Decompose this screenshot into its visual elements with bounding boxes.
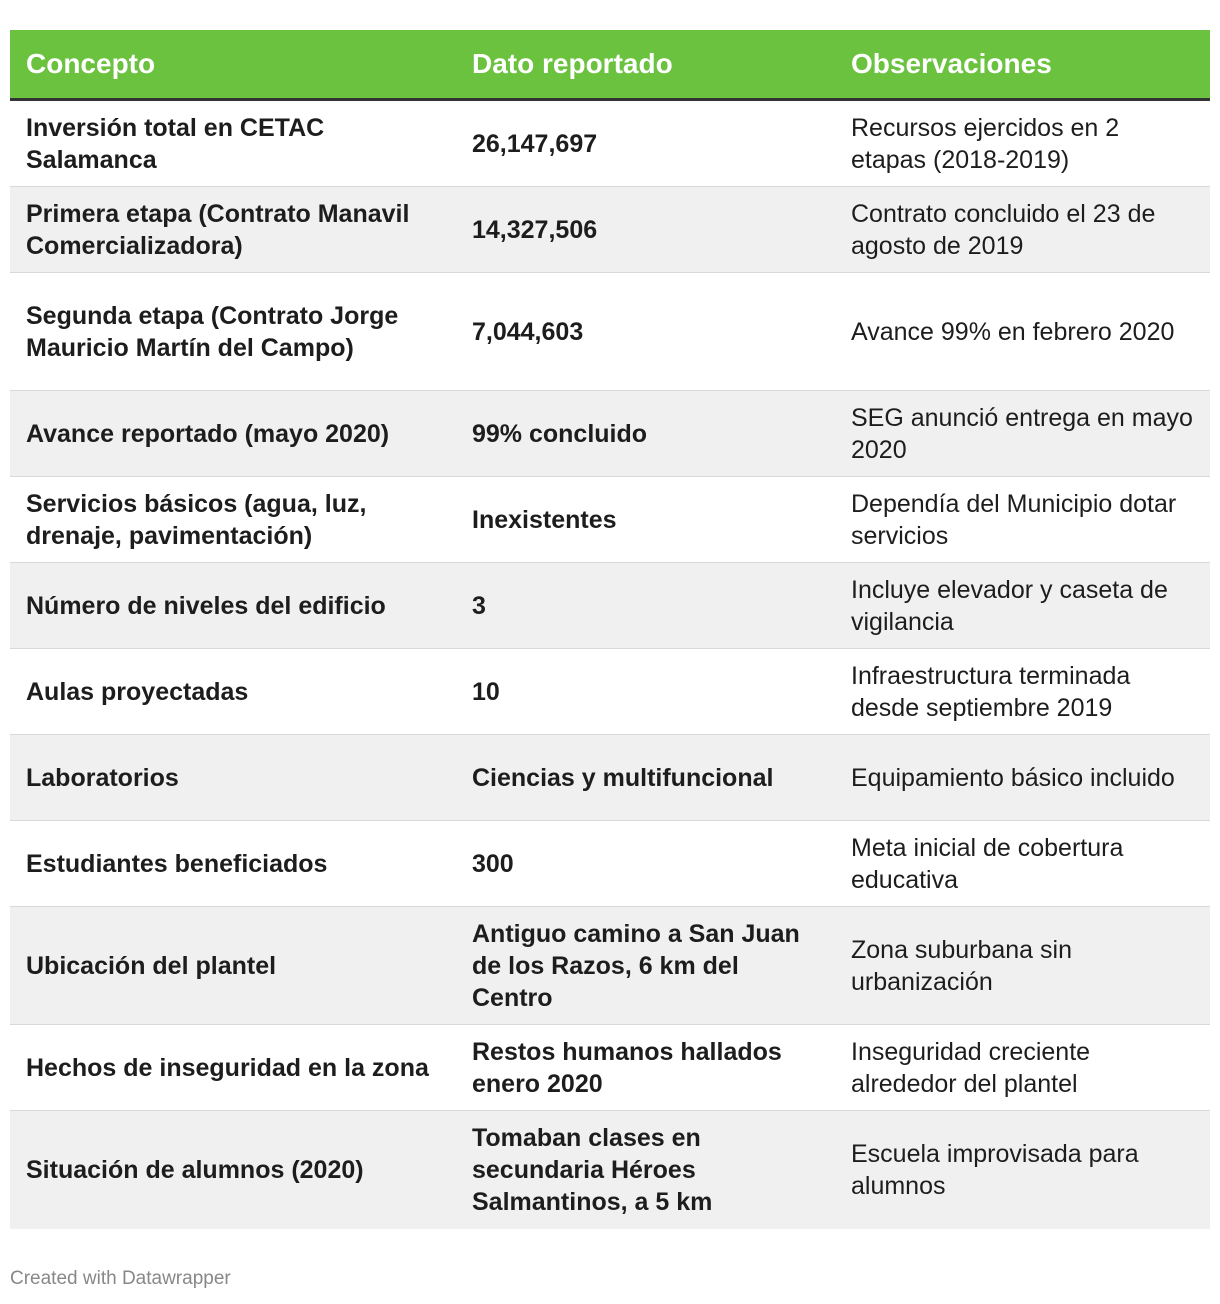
cell-dato: 300 — [472, 849, 514, 878]
cell-dato: 3 — [472, 591, 486, 620]
cell-concepto: Segunda etapa (Contrato Jorge Mauricio Martín del Campo) — [26, 301, 399, 362]
cell-observaciones: Recursos ejercidos en 2 etapas (2018-2019) — [851, 113, 1120, 174]
header-concepto: Concepto — [26, 48, 156, 79]
cell-concepto: Avance reportado (mayo 2020) — [26, 419, 390, 448]
cell-dato: 10 — [472, 677, 500, 706]
table-row — [10, 273, 1210, 391]
table-header — [10, 30, 1210, 101]
cell-observaciones: Meta inicial de cobertura educativa — [851, 833, 1124, 894]
cell-concepto: Inversión total en CETAC Salamanca — [26, 113, 325, 174]
cell-concepto: Estudiantes beneficiados — [26, 849, 328, 878]
cell-observaciones: Contrato concluido el 23 de agosto de 2019 — [851, 199, 1156, 260]
cell-observaciones: Avance 99% en febrero 2020 — [851, 317, 1175, 346]
cell-dato: Inexistentes — [472, 505, 617, 534]
cell-dato: Tomaban clases en secundaria Héroes Salmantinos, a 5 km — [472, 1124, 713, 1216]
table-row — [10, 101, 1210, 187]
cell-concepto: Número de niveles del edificio — [26, 591, 386, 620]
cell-observaciones: Equipamiento básico incluido — [851, 763, 1175, 792]
header-dato-reportado: Dato reportado — [472, 48, 673, 79]
cell-dato: Ciencias y multifuncional — [472, 763, 774, 792]
table-row — [10, 1111, 1210, 1229]
table-row — [10, 187, 1210, 273]
cell-dato: 14,327,506 — [472, 215, 598, 244]
cell-concepto: Laboratorios — [26, 763, 179, 792]
table-row — [10, 477, 1210, 563]
cell-observaciones: SEG anunció entrega en mayo 2020 — [851, 403, 1193, 464]
table-row — [10, 563, 1210, 649]
cell-dato: Antiguo camino a San Juan de los Razos, 6 km del Centro — [472, 919, 800, 1012]
table-row — [10, 649, 1210, 735]
cell-observaciones: Zona suburbana sin urbanización — [851, 935, 1072, 996]
data-table — [10, 30, 1210, 1229]
table-row — [10, 821, 1210, 907]
table-row — [10, 735, 1210, 821]
table-row — [10, 1025, 1210, 1111]
cell-concepto: Servicios básicos (agua, luz, drenaje, pavimentación) — [26, 489, 367, 550]
cell-observaciones: Dependía del Municipio dotar servicios — [851, 489, 1177, 550]
cell-dato: 7,044,603 — [472, 317, 584, 346]
cell-dato: Restos humanos hallados enero 2020 — [472, 1037, 782, 1098]
table-row — [10, 907, 1210, 1025]
cell-dato: 99% concluido — [472, 419, 648, 448]
footer-credit: Created with Datawrapper — [10, 1268, 231, 1289]
cell-concepto: Primera etapa (Contrato Manavil Comercializadora) — [26, 199, 410, 260]
cell-observaciones: Infraestructura terminada desde septiembre 2019 — [851, 661, 1131, 722]
cell-concepto: Aulas proyectadas — [26, 677, 249, 706]
table-row — [10, 391, 1210, 477]
cell-observaciones: Incluye elevador y caseta de vigilancia — [851, 575, 1168, 636]
cell-concepto: Ubicación del plantel — [26, 951, 277, 980]
cell-observaciones: Escuela improvisada para alumnos — [851, 1140, 1139, 1200]
cell-observaciones: Inseguridad creciente alrededor del plantel — [851, 1037, 1091, 1098]
cell-concepto: Hechos de inseguridad en la zona — [26, 1053, 429, 1082]
header-observaciones: Observaciones — [851, 48, 1052, 79]
cell-concepto: Situación de alumnos (2020) — [26, 1156, 364, 1184]
cell-dato: 26,147,697 — [472, 129, 598, 158]
